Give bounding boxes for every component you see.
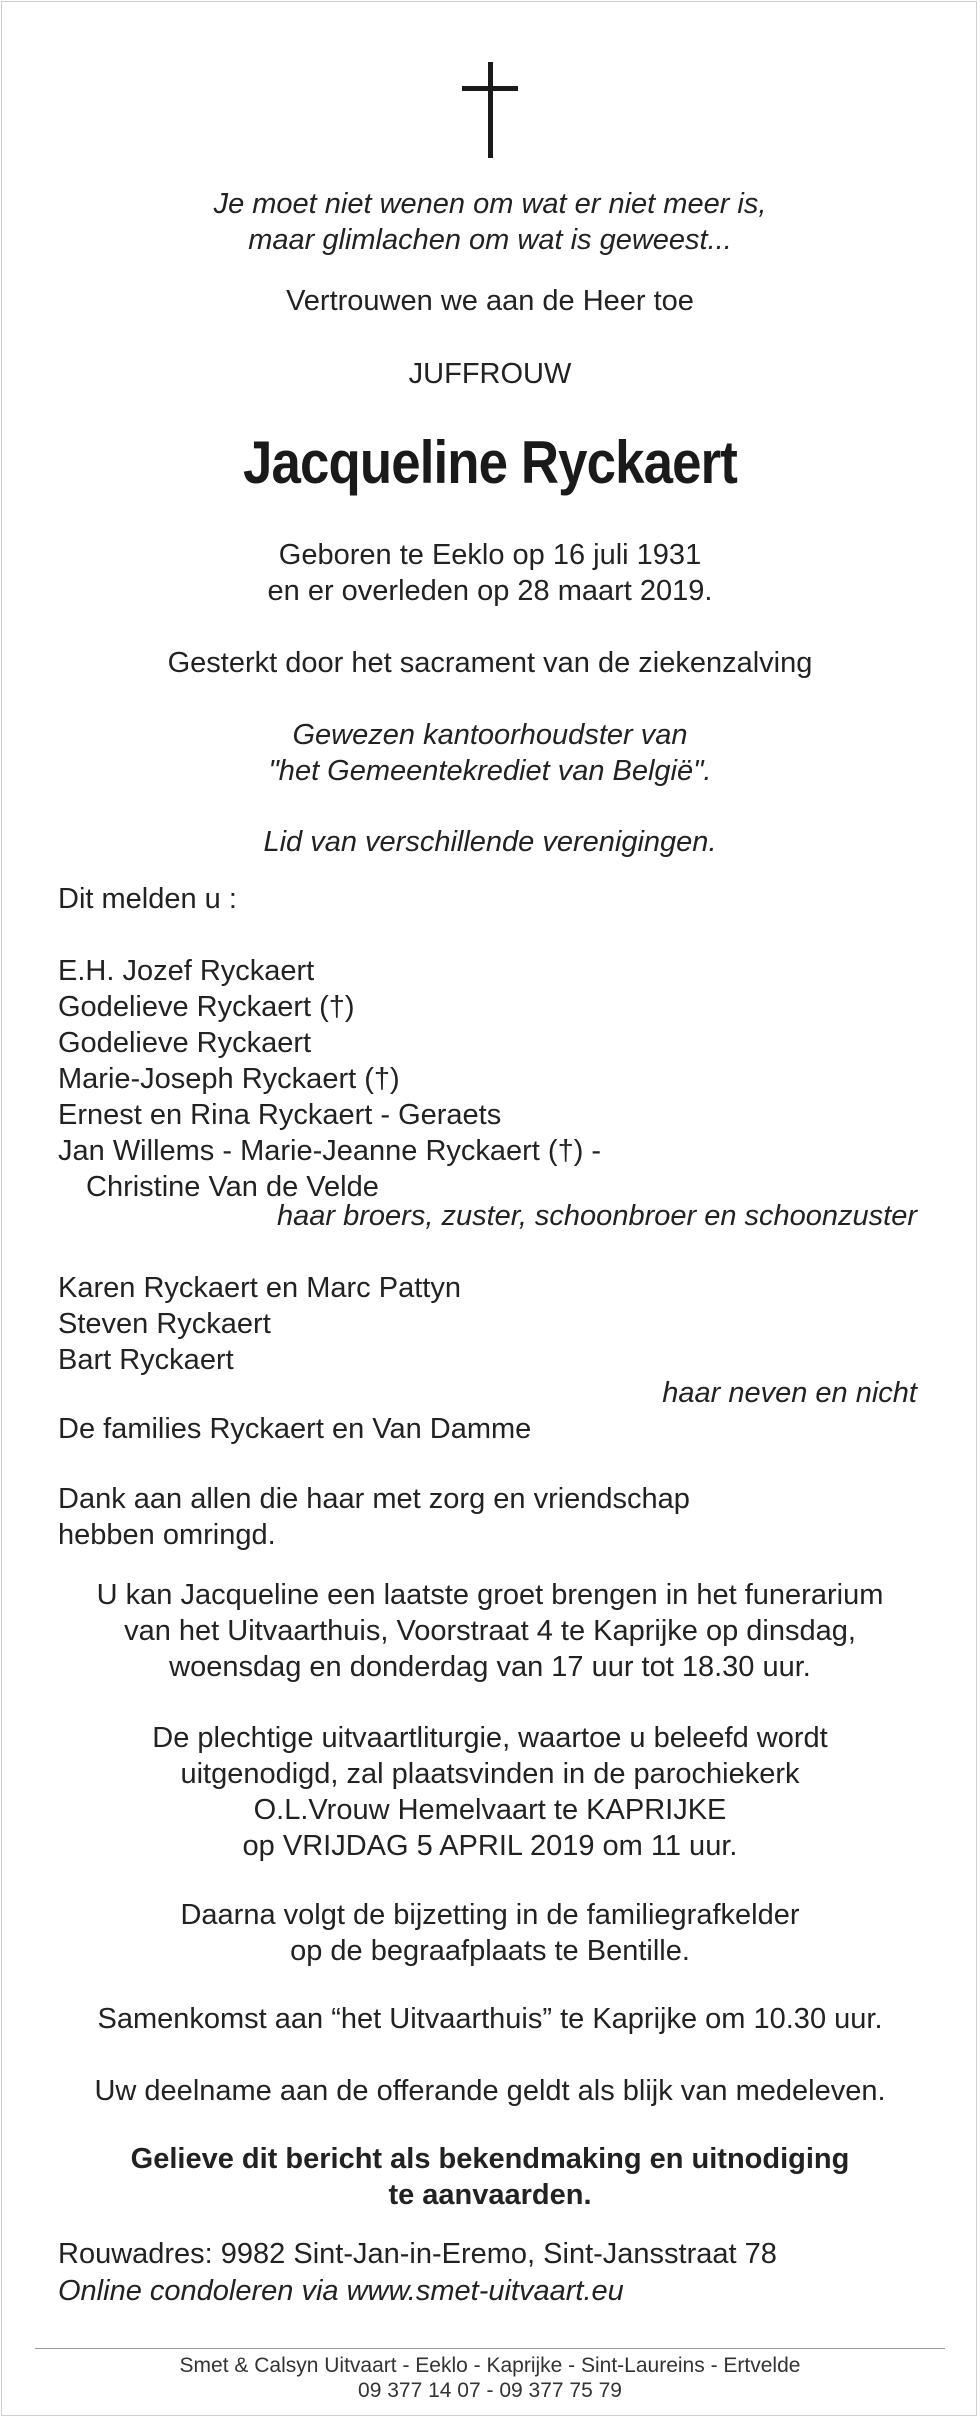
list-item: Steven Ryckaert [58,1308,271,1340]
nephews-relation: haar neven en nicht [662,1377,917,1409]
visitation-line-2: van het Uitvaarthuis, Voorstraat 4 te Kaprijke op dinsdag, [124,1615,856,1647]
burial [0,1897,980,1969]
burial-line-1: Daarna volgt de bijzetting in de familiegrafkelder [180,1899,800,1931]
liturgy-line-3: O.L.Vrouw Hemelvaart te KAPRIJKE [253,1794,727,1826]
quote-line-1: Je moet niet wenen om wat er niet meer is, [213,188,767,220]
liturgy-line-2: uitgenodigd, zal plaatsvinden in de parochiekerk [180,1758,800,1790]
list-item: Karen Ryckaert en Marc Pattyn [58,1272,461,1304]
visitation-line-1: U kan Jacqueline een laatste groet brengen in het funerarium [96,1579,884,1611]
request-line-1: Gelieve dit bericht als bekendmaking en uitnodiging [130,2143,850,2175]
thanks-line-2: hebben omringd. [58,1519,276,1551]
career [0,717,980,789]
gathering-text: Samenkomst aan “het Uitvaarthuis” te Kaprijke om 10.30 uur. [97,2003,883,2035]
list-item: Godelieve Ryckaert [58,1027,312,1059]
birth-line: Geboren te Eeklo op 16 juli 1931 [278,539,702,571]
footer [0,2353,980,2403]
siblings-list [58,953,938,1205]
request-line-2: te aanvaarden. [388,2179,592,2211]
liturgy-line-1: De plechtige uitvaartliturgie, waartoe u beleefd wordt [152,1722,828,1754]
footer-divider [35,2348,945,2349]
liturgy [0,1720,980,1864]
sacrament-text: Gesterkt door het sacrament van de ziekenzalving [167,647,813,679]
list-item: Bart Ryckaert [58,1344,234,1376]
request [0,2141,980,2213]
visitation-line-3: woensdag en donderdag van 17 uur tot 18.30 uur. [169,1651,811,1683]
mourning-address: Rouwadres: 9982 Sint-Jan-in-Eremo, Sint-Jansstraat 78 [58,2238,777,2270]
liturgy-line-4: op VRIJDAG 5 APRIL 2019 om 11 uur. [242,1830,738,1862]
birth-death-info [0,537,980,609]
career-line-2: "het Gemeentekrediet van België". [268,755,712,787]
career-line-1: Gewezen kantoorhoudster van [292,719,688,751]
nephews-list [58,1270,938,1378]
entrusted-text: Vertrouwen we aan de Heer toe [286,285,694,317]
list-item: E.H. Jozef Ryckaert [58,955,315,987]
online-condolences: Online condoleren via www.smet-uitvaart.eu [58,2275,624,2307]
list-item: Ernest en Rina Ryckaert - Geraets [58,1099,502,1131]
announce-intro: Dit melden u : [58,883,237,915]
siblings-relation: haar broers, zuster, schoonbroer en schoonzuster [277,1200,917,1232]
title-text: JUFFROUW [408,358,572,390]
list-item: Jan Willems - Marie-Jeanne Ryckaert (†) - [58,1135,602,1167]
quote [0,186,980,258]
quote-line-2: maar glimlachen om wat is geweest... [248,224,732,256]
thanks [58,1481,938,1553]
member-text: Lid van verschillende verenigingen. [263,826,717,858]
families-text: De families Ryckaert en Van Damme [58,1413,532,1445]
death-line: en er overleden op 28 maart 2019. [267,575,713,607]
footer-company: Smet & Calsyn Uitvaart - Eeklo - Kaprijke - Sint-Laureins - Ertvelde [179,2354,801,2377]
cross-icon [0,60,980,160]
offering-text: Uw deelname aan de offerande geldt als blijk van medeleven. [94,2075,886,2107]
burial-line-2: op de begraafplaats te Bentille. [290,1935,690,1967]
thanks-line-1: Dank aan allen die haar met zorg en vriendschap [58,1483,690,1515]
list-item: Christine Van de Velde [86,1171,379,1203]
visitation [0,1577,980,1685]
deceased-name: Jacqueline Ryckaert [243,429,737,496]
list-item: Godelieve Ryckaert (†) [58,991,355,1023]
footer-phone: 09 377 14 07 - 09 377 75 79 [358,2379,622,2402]
list-item: Marie-Joseph Ryckaert (†) [58,1063,400,1095]
